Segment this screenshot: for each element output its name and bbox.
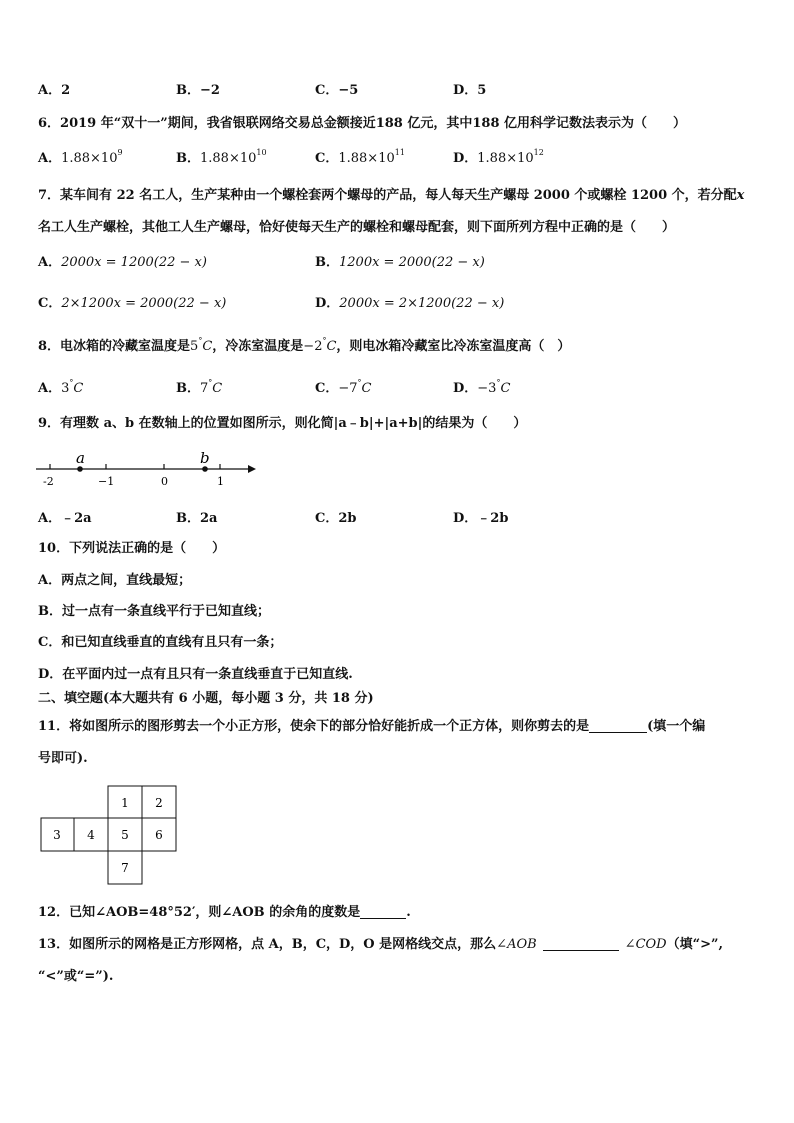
q13-angle-aob: ∠AOB [496,937,537,952]
q12-answer-blank [360,904,406,919]
q8-option-d: D．−3°C [453,378,511,396]
q13-angle-cod: ∠COD [624,937,667,952]
q6-option-d: D．$1.88\times 10^{12}$ [453,148,544,166]
net-label-2: 2 [155,796,163,810]
q5-option-b: B．−2 [176,83,220,98]
q8-option-b: B．7°C [176,378,223,396]
q8-temp-fridge: 5°C [190,336,213,354]
tick-label-0: 0 [161,475,168,488]
tick-label-1: 1 [217,475,224,488]
point-a-dot [77,466,83,472]
point-b-label: b [200,449,210,467]
q6-option-a: A．$1.88\times 10^9$ [38,148,123,166]
q11-cube-net-figure [38,784,180,888]
q9-stem: 9．有理数 a、b 在数轴上的位置如图所示，则化简|a﹣b|+|a+b|的结果为（ ） [38,416,527,431]
q8-option-a: A．3°C [38,378,84,396]
point-a-label: a [76,449,85,467]
point-b-dot [202,466,208,472]
q9-option-a: A．﹣2a [38,511,92,526]
q13-stem-line2: “<”或“=”). [38,969,114,984]
net-label-1: 1 [121,796,129,810]
q7-option-a: A．2000x = 1200(22 − x) [38,255,207,270]
q13-answer-blank [543,936,619,951]
q12-stem: 12．已知∠AOB=48°52′，则∠AOB 的余角的度数是 . [38,905,411,920]
q7-option-c: C．2×1200x = 2000(22 − x) [38,296,227,311]
q9-option-c: C．2b [315,511,357,526]
q8-stem: 8．电冰箱的冷藏室温度是5°C，冷冻室温度是−2°C，则电冰箱冷藏室比冷冻室温度高（ ） [38,336,571,354]
q7-option-b: B．1200x = 2000(22 − x) [315,255,485,270]
axis-arrow-icon [248,465,256,473]
q7-stem-line2: 名工人生产螺栓，其他工人生产螺母，恰好使每天生产的螺栓和螺母配套，则下面所列方程中正确的是（ ） [38,220,676,235]
q8-temp-freezer: −2°C [303,336,337,354]
q5-option-a: A．2 [38,83,71,98]
q10-option-a: A．两点之间，直线最短； [38,573,192,588]
q11-stem-line1: 11．将如图所示的图形剪去一个小正方形，使余下的部分恰好能折成一个正方体，则你剪去的是 (填一个编 [38,719,706,734]
q9-option-d: D．﹣2b [453,511,509,526]
q13-stem-line1: 13．如图所示的网格是正方形网格，点 A，B，C，D，O 是网格线交点，那么∠AOB ∠COD（填“>”, [38,937,723,952]
net-label-4: 4 [87,828,95,842]
q10-option-c: C．和已知直线垂直的直线有且只有一条； [38,635,283,650]
q11-stem-line2: 号即可). [38,751,88,766]
q9-number-line [30,448,260,490]
q6-stem: 6．2019 年“双十一”期间，我省银联网络交易总金额接近188 亿元，其中188 亿用科学记数法表示为（ ） [38,116,687,131]
q7-stem-line1: 7．某车间有 22 名工人，生产某种由一个螺栓套两个螺母的产品，每人每天生产螺母 2000 个或螺栓 1200 个，若分配x [38,188,745,203]
section-heading: 二、填空题(本大题共有 6 小题，每小题 3 分，共 18 分) [38,691,374,706]
q10-stem: 10．下列说法正确的是（ ） [38,541,226,556]
q9-option-b: B．2a [176,511,218,526]
q8-option-c: C．−7°C [315,378,372,396]
q5-option-d: D．5 [453,83,487,98]
q11-answer-blank [589,718,647,733]
q6-option-b: B．$1.88\times 10^{10}$ [176,148,267,166]
net-label-3: 3 [53,828,61,842]
tick-label-neg1: −1 [98,475,115,488]
q5-option-c: C．−5 [315,83,359,98]
q7-option-d: D．2000x = 2×1200(22 − x) [315,296,505,311]
q6-option-c: C．$1.88\times 10^{11}$ [315,148,405,166]
q10-option-b: B．过一点有一条直线平行于已知直线； [38,604,270,619]
net-label-6: 6 [155,828,163,842]
tick-label-neg2: -2 [43,475,54,488]
net-label-5: 5 [121,828,129,842]
net-label-7: 7 [121,861,129,875]
q10-option-d: D．在平面内过一点有且只有一条直线垂直于已知直线. [38,667,353,682]
